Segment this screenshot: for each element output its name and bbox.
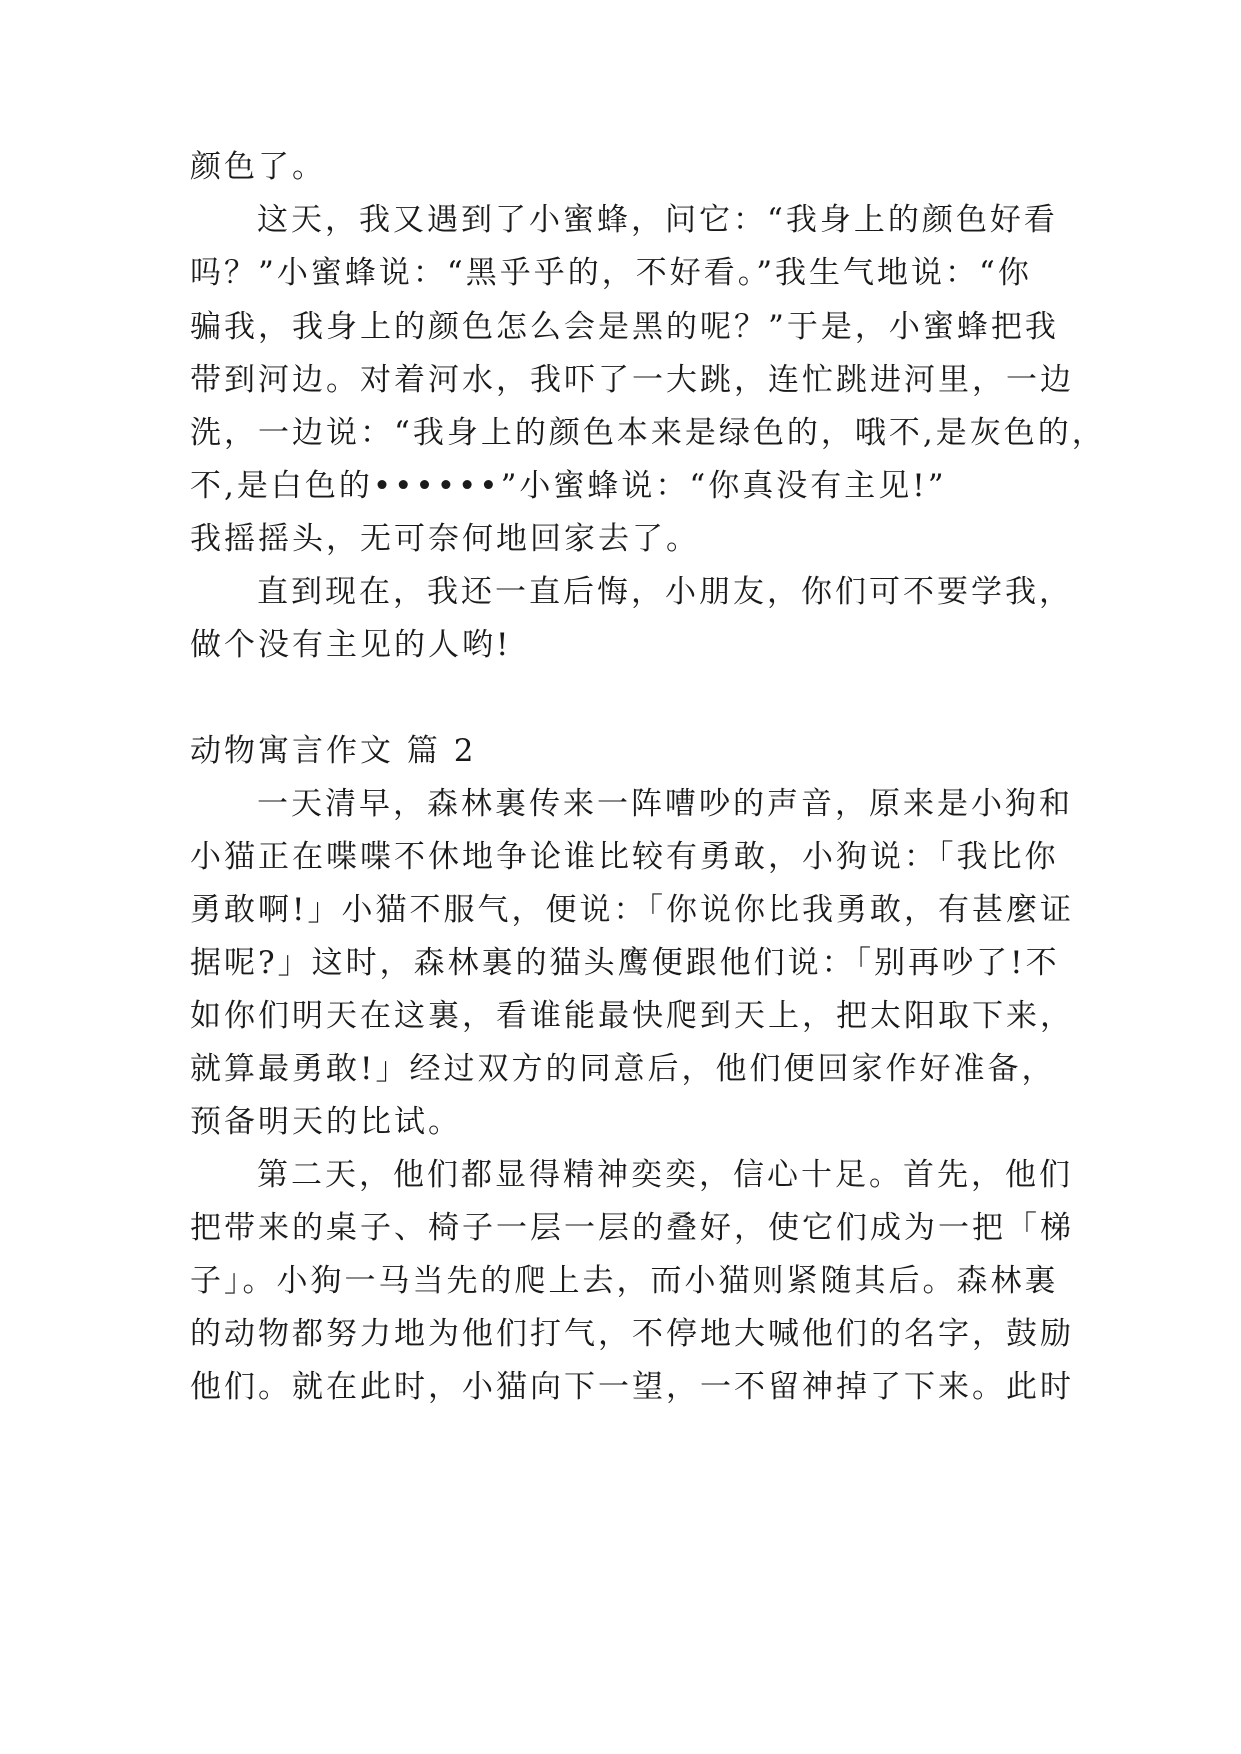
text-line: 我摇摇头，无可奈何地回家去了。 [190,521,700,557]
text-line: 直到现在，我还一直后悔，小朋友，你们可不要学我， [257,574,1073,610]
text-line: 洗，一边说：“我身上的颜色本来是绿色的，哦不,是灰色的， [190,415,1106,451]
text-line: 他们。就在此时，小猫向下一望，一不留神掉了下来。此时 [190,1369,1074,1405]
text-line: 这天，我又遇到了小蜜蜂，问它：“我身上的颜色好看 [257,202,1058,238]
text-line: 颜色了。 [190,149,326,185]
text-line: 把带来的桌子、椅子一层一层的叠好，使它们成为一把「梯 [190,1210,1074,1246]
text-line: 如你们明天在这裏，看谁能最快爬到天上，把太阳取下来， [190,998,1074,1034]
text-line: 小猫正在喋喋不休地争论谁比较有勇敢，小狗说：「我比你 [190,839,1059,875]
text-line: 子」。小狗一马当先的爬上去，而小猫则紧随其后。森林裏 [190,1263,1059,1299]
section-heading: 动物寓言作文 篇 2 [190,733,477,769]
text-line: 做个没有主见的人哟! [190,627,512,663]
text-line: 骗我，我身上的颜色怎么会是黑的呢？”于是，小蜜蜂把我 [190,309,1059,345]
text-line: 的动物都努力地为他们打气，不停地大喊他们的名字，鼓励 [190,1316,1074,1352]
text-line: 预备明天的比试。 [190,1104,462,1140]
text-line: 勇敢啊!」小猫不服气，便说：「你说你比我勇敢，有甚麼证 [190,892,1074,928]
text-line: 不,是白色的••••••”小蜜蜂说：“你真没有主见!” [190,468,947,504]
text-line: 一天清早，森林裏传来一阵嘈吵的声音，原来是小狗和 [257,786,1073,822]
text-line: 就算最勇敢!」经过双方的同意后，他们便回家作好准备， [190,1051,1056,1087]
text-line: 带到河边。对着河水，我吓了一大跳，连忙跳进河里，一边 [190,362,1074,398]
text-line: 吗？”小蜜蜂说：“黑乎乎的，不好看。”我生气地说：“你 [190,255,1032,291]
text-line: 第二天，他们都显得精神奕奕，信心十足。首先，他们 [257,1157,1073,1193]
text-line: 据呢?」这时，森林裏的猫头鹰便跟他们说：「别再吵了!不 [190,945,1060,981]
